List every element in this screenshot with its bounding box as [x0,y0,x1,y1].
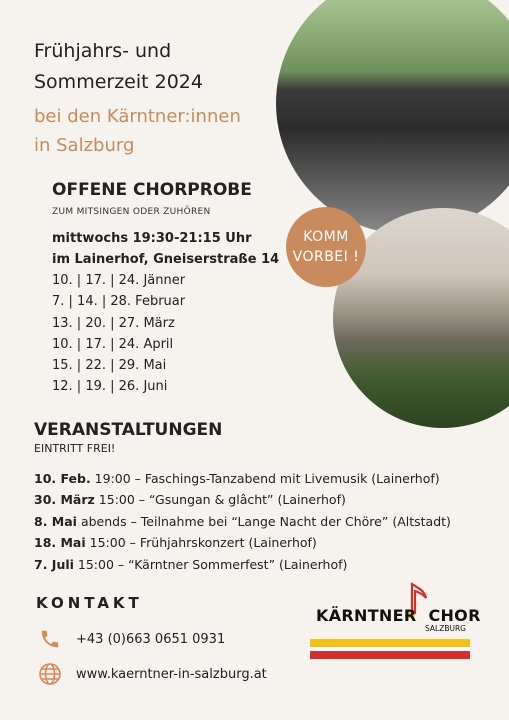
badge-line-2: VORBEI ! [292,249,360,265]
chorprobe-time: mittwochs 19:30-21:15 Uhr [52,231,252,246]
event-item [34,554,504,575]
date-row: 10. | 17. | 24. April [52,336,174,352]
kaerntner-chor-logo [310,588,481,659]
badge-line-1: KOMM [303,229,349,245]
date-row: 12. | 19. | 26. Juni [52,379,168,395]
komm-vorbei-badge [286,207,366,287]
date-row: 13. | 20. | 27. März [52,315,175,331]
chorprobe-title: OFFENE CHORPROBE [52,180,252,200]
event-item [34,489,504,510]
event-text: 15:00 – “Kärntner Sommerfest” (Lainerhof) [73,556,348,572]
phone-number: +43 (0)663 0651 0931 [76,631,226,647]
contact-title: KONTAKT [36,594,143,612]
date-row: 15. | 22. | 29. Mai [52,358,167,374]
logo-stripe-red [310,651,470,659]
logo-sub: SALZBURG [424,624,466,633]
date-row: 10. | 17. | 24. Jänner [52,273,186,288]
events-list [34,468,504,575]
event-item [34,511,504,532]
logo-stripe-yellow [310,639,470,647]
phone-row[interactable] [38,627,225,651]
event-date: 8. Mai [34,513,77,529]
title-line-2: Sommerzeit 2024 [34,71,203,93]
event-item [34,468,504,489]
events-title: VERANSTALTUNGEN [34,420,223,440]
phone-icon [38,627,62,651]
event-date: 10. Feb. [34,471,91,486]
page-subtitle [34,102,241,160]
choir-photo [276,0,509,234]
logo-word-1: KÄRNTNER [316,606,417,625]
page-title [34,36,203,98]
chorprobe-dates [52,270,185,398]
event-text: 15:00 – “Gsungan & glâcht” (Lainerhof) [94,492,346,508]
event-date: 30. März [34,492,95,508]
event-text: 15:00 – Frühjahrskonzert (Lainerhof) [85,535,317,551]
subtitle-line-1: bei den Kärntner:innen [34,106,241,127]
event-date: 18. Mai [34,535,86,551]
chorprobe-info [52,228,279,270]
chorprobe-subtitle: ZUM MITSINGEN ODER ZUHÖREN [52,207,211,217]
event-text: abends – Teilnahme bei “Lange Nacht der Chöre” (Altstadt) [76,513,451,529]
events-subtitle: EINTRITT FREI! [34,442,116,455]
event-item [34,532,504,553]
globe-icon [38,662,62,686]
event-text: 19:00 – Faschings-Tanzabend mit Livemusik (Lainerhof) [90,471,440,486]
website-url: www.kaerntner-in-salzburg.at [76,666,267,682]
logo-word-2: CHOR [428,606,481,625]
event-date: 7. Juli [34,556,74,572]
date-row: 7. | 14. | 28. Februar [52,294,186,310]
subtitle-line-2: in Salzburg [34,135,135,156]
title-line-1: Frühjahrs- und [34,40,172,62]
chorprobe-place: im Lainerhof, Gneiserstraße 14 [52,252,280,267]
web-row[interactable] [38,662,267,686]
